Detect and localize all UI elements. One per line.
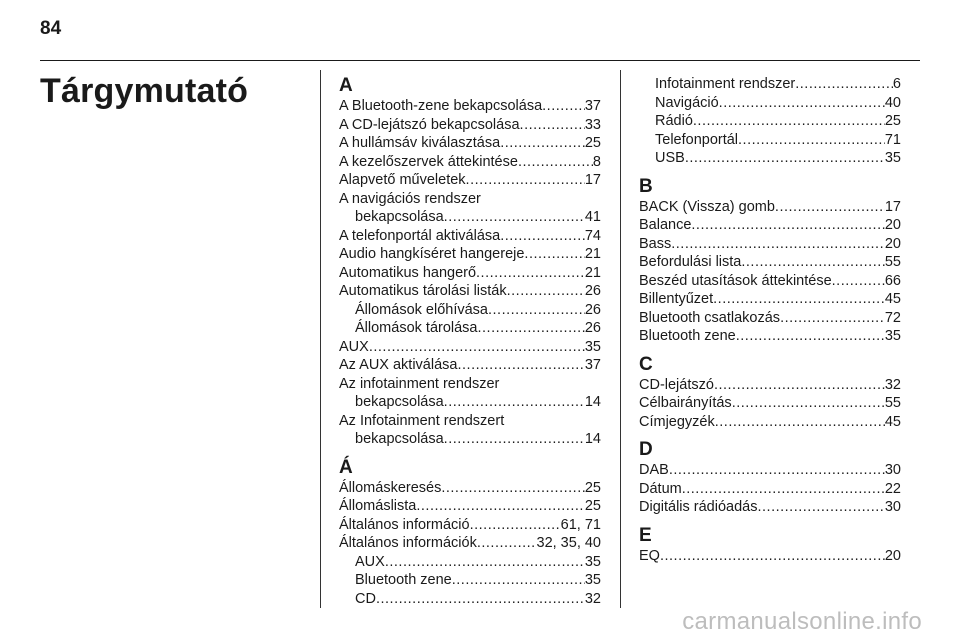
entry-label: Balance	[639, 217, 692, 233]
entry-label: Célbairányítás	[639, 395, 732, 411]
entry-label: Állomáskeresés	[339, 479, 442, 496]
entry-label: Navigáció	[655, 94, 719, 111]
entry-label: Bass	[639, 235, 672, 252]
entry-page: 37	[584, 357, 601, 373]
entry-label: Infotainment rendszer	[655, 76, 796, 92]
entry-page: 6	[892, 76, 901, 92]
entry-page: 30	[884, 499, 901, 515]
entry-label: bekapcsolása	[355, 431, 444, 447]
entry-label: AUX	[339, 338, 369, 355]
entry-label: Bluetooth csatlakozás	[639, 309, 781, 326]
entry-label: bekapcsolása	[355, 209, 444, 225]
entry-label: Állomások tárolása	[355, 320, 478, 336]
entry-label: A hullámsáv kiválasztása	[339, 135, 501, 151]
index-entry	[639, 413, 901, 432]
index-letter: Á	[339, 456, 353, 478]
entry-page: 20	[884, 547, 901, 564]
index-entry	[339, 516, 601, 535]
entry-page: 33	[584, 116, 601, 133]
index-entry	[339, 134, 601, 153]
entry-label: Bluetooth zene	[355, 572, 452, 588]
index-entry	[339, 264, 601, 283]
column-divider-right	[620, 70, 621, 608]
page-title: Tárgymutató	[40, 72, 249, 110]
entry-page: 35	[884, 150, 901, 166]
entry-label: Általános információk	[339, 535, 477, 551]
index-entry	[339, 282, 601, 301]
index-entry	[339, 153, 601, 172]
index-letter: C	[639, 353, 653, 375]
index-subentry	[339, 571, 601, 590]
entry-page: 14	[584, 394, 601, 410]
entry-label: Billentyűzet	[639, 291, 714, 307]
entry-page: 55	[884, 254, 901, 270]
index-subentry	[639, 131, 901, 150]
index-subentry	[639, 149, 901, 168]
entry-label: A telefonportál aktiválása	[339, 227, 501, 244]
index-entry	[639, 272, 901, 291]
entry-page: 25	[884, 113, 901, 129]
entry-label: CD-lejátszó	[639, 376, 714, 393]
index-entry	[339, 171, 601, 190]
index-subentry	[339, 430, 601, 449]
index-entry	[339, 245, 601, 264]
entry-label: Automatikus hangerő	[339, 264, 477, 281]
entry-label: Rádió	[655, 113, 693, 129]
index-entry	[339, 497, 601, 516]
index-subentry	[339, 590, 601, 609]
index-entry	[339, 116, 601, 135]
entry-page: 71	[884, 131, 901, 148]
index-entry	[339, 97, 601, 116]
index-entry	[639, 235, 901, 254]
entry-page: 45	[884, 291, 901, 307]
entry-page: 40	[884, 94, 901, 111]
entry-page: 35	[584, 553, 601, 570]
entry-label: Telefonportál	[655, 131, 739, 148]
entry-page: 32	[884, 376, 901, 393]
entry-page: 35	[584, 572, 601, 588]
entry-page: 61, 71	[560, 516, 601, 533]
entry-label: Általános információ	[339, 516, 470, 533]
index-letter: B	[639, 175, 653, 197]
entry-label: Címjegyzék	[639, 413, 715, 430]
column-divider-left	[320, 70, 321, 608]
entry-label: Audio hangkíséret hangereje	[339, 246, 525, 262]
index-column-2	[639, 75, 901, 565]
entry-page: 21	[584, 264, 601, 281]
index-entry	[639, 290, 901, 309]
index-subentry	[639, 112, 901, 131]
entry-label: BACK (Vissza) gomb	[639, 198, 775, 215]
index-subentry	[639, 75, 901, 94]
entry-label: Állomások előhívása	[355, 301, 488, 318]
entry-label: EQ	[639, 547, 660, 564]
entry-page: 35	[584, 338, 601, 355]
entry-page: 37	[584, 98, 601, 114]
entry-label: Automatikus tárolási listák	[339, 283, 507, 299]
entry-label: DAB	[639, 462, 669, 478]
entry-label: bekapcsolása	[355, 394, 444, 410]
entry-page: 17	[884, 198, 901, 215]
index-entry-heading: A navigációs rendszer	[339, 190, 481, 207]
index-subentry	[639, 94, 901, 113]
index-entry	[339, 356, 601, 375]
entry-page: 17	[584, 172, 601, 188]
entry-page: 66	[884, 272, 901, 289]
entry-label: Befordulási lista	[639, 254, 742, 270]
entry-page: 45	[884, 413, 901, 430]
index-entry	[639, 309, 901, 328]
entry-page: 32, 35, 40	[536, 535, 601, 551]
index-column-1	[339, 75, 601, 608]
index-subentry	[339, 208, 601, 227]
watermark: carmanualsonline.info	[682, 608, 922, 635]
entry-page: 74	[584, 227, 601, 244]
entry-page: 25	[584, 135, 601, 151]
entry-page: 26	[584, 283, 601, 299]
index-entry	[639, 480, 901, 499]
entry-label: USB	[655, 150, 685, 166]
entry-label: A kezelőszervek áttekintése	[339, 153, 518, 170]
entry-page: 26	[584, 301, 601, 318]
entry-page: 21	[584, 246, 601, 262]
index-entry	[339, 227, 601, 246]
index-entry-heading: Az Infotainment rendszert	[339, 412, 505, 429]
entry-label: CD	[355, 590, 376, 607]
index-letter: A	[339, 75, 353, 96]
index-entry	[639, 461, 901, 480]
index-entry	[639, 547, 901, 566]
index-entry-heading: Az infotainment rendszer	[339, 375, 500, 392]
index-entry	[639, 253, 901, 272]
entry-label: Állomáslista	[339, 498, 417, 514]
entry-page: 26	[584, 320, 601, 336]
entry-label: Digitális rádióadás	[639, 499, 758, 515]
index-entry	[639, 394, 901, 413]
entry-page: 55	[884, 395, 901, 411]
index-entry	[639, 498, 901, 517]
index-subentry	[339, 553, 601, 572]
entry-page: 41	[584, 209, 601, 225]
entry-page: 22	[884, 480, 901, 497]
entry-page: 30	[884, 462, 901, 478]
entry-page: 25	[584, 498, 601, 514]
entry-page: 20	[884, 235, 901, 252]
entry-label: A CD-lejátszó bekapcsolása	[339, 116, 520, 133]
index-subentry	[339, 393, 601, 412]
entry-page: 25	[584, 479, 601, 496]
index-entry	[339, 479, 601, 498]
index-entry	[639, 216, 901, 235]
entry-label: Az AUX aktiválása	[339, 357, 458, 373]
entry-page: 32	[584, 590, 601, 607]
entry-label: AUX	[355, 553, 385, 570]
entry-label: Beszéd utasítások áttekintése	[639, 272, 832, 289]
entry-page: 8	[592, 153, 601, 170]
entry-label: Bluetooth zene	[639, 328, 736, 344]
index-letter: D	[639, 439, 653, 460]
entry-page: 14	[584, 431, 601, 447]
index-entry	[339, 338, 601, 357]
entry-label: A Bluetooth-zene bekapcsolása	[339, 98, 543, 114]
entry-label: Alapvető műveletek	[339, 172, 466, 188]
entry-page: 72	[884, 309, 901, 326]
index-letter: E	[639, 524, 652, 546]
index-entry	[339, 534, 601, 553]
entry-page: 20	[884, 217, 901, 233]
index-subentry	[339, 319, 601, 338]
header-rule	[40, 60, 920, 61]
index-entry	[639, 327, 901, 346]
index-subentry	[339, 301, 601, 320]
index-entry	[639, 198, 901, 217]
entry-page: 35	[884, 328, 901, 344]
entry-label: Dátum	[639, 480, 682, 497]
index-entry	[639, 376, 901, 395]
page-number: 84	[40, 18, 62, 39]
